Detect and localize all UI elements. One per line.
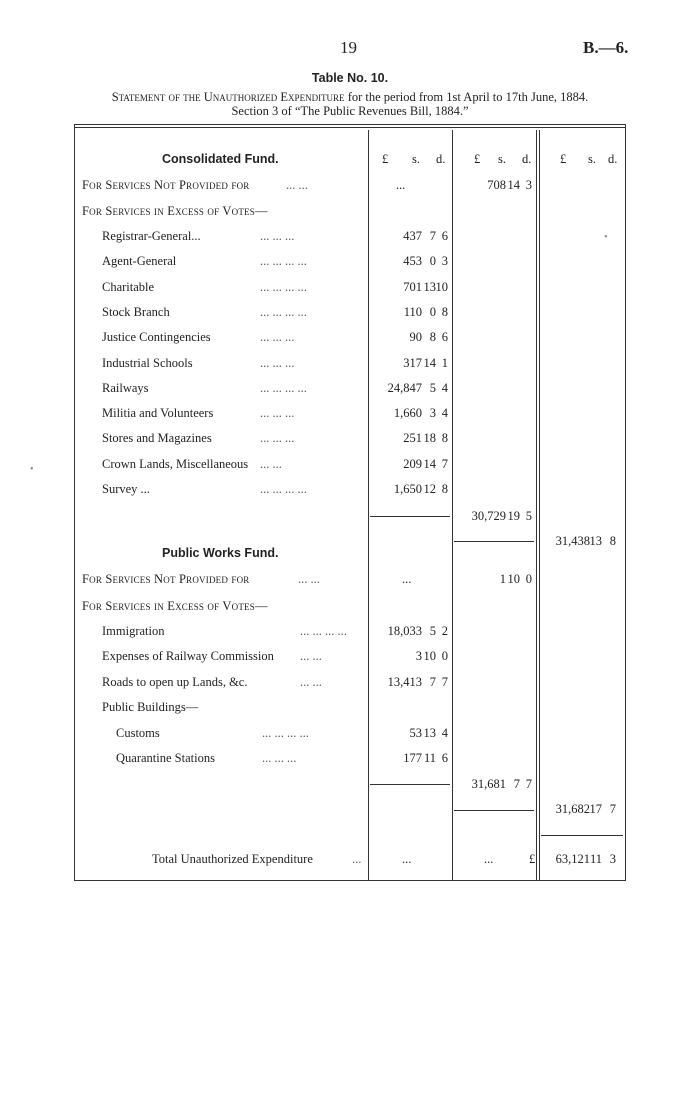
amount-pence: 8: [441, 482, 448, 496]
consolidated-item-row: [76, 254, 624, 276]
amount-pounds: 110: [403, 304, 422, 319]
amount-shillings: 0: [429, 254, 436, 269]
row-leader-dots: ... ...: [300, 649, 322, 664]
col1-shillings-header: s.: [412, 152, 420, 166]
public-works-item-row: [76, 624, 624, 646]
consolidated-item-row: [76, 280, 624, 302]
row-label: Customs: [116, 726, 160, 740]
row-label: For Services Not Provided for: [82, 572, 250, 586]
subtotal-shillings: 19: [507, 509, 520, 523]
consolidated-item-row: [76, 229, 624, 251]
public-buildings-heading: Public Buildings—: [102, 700, 199, 714]
amount-pence: 3: [525, 178, 532, 192]
document-reference: B.—6.: [583, 38, 629, 57]
amount-pence: 7: [441, 456, 448, 471]
col2-pence-header: d.: [522, 152, 532, 166]
table-title: Table No. 10.: [311, 71, 389, 85]
col2-pounds-header: £: [474, 152, 481, 166]
consolidated-item-row: [76, 457, 624, 479]
table-top-rule-2: [74, 127, 626, 128]
row-label: Stores and Magazines: [102, 431, 212, 446]
amount-pounds: 1,660: [393, 406, 422, 421]
row-leader-dots: ... ... ... ...: [260, 254, 307, 269]
row-leader-dots: ... ... ... ...: [260, 279, 307, 294]
public-buildings-item-row: [76, 751, 624, 773]
total-shillings: 13: [589, 534, 602, 548]
subtotal-shillings: 7: [513, 777, 520, 791]
row-label: Industrial Schools: [102, 355, 193, 370]
public-works-total-row: [76, 802, 624, 824]
row-leader-dots: ... ... ...: [260, 431, 295, 446]
col1-placeholder: ...: [402, 572, 412, 586]
amount-pence: 6: [441, 229, 448, 243]
row-leader-dots: ... ...: [260, 456, 282, 471]
total-pounds: 31,438: [555, 534, 590, 548]
amount-pence: 6: [441, 751, 448, 766]
amount-pounds: 251: [403, 431, 422, 446]
consolidated-total-row: [76, 534, 624, 556]
amount-pounds: 53: [409, 726, 422, 740]
total-shillings: 17: [589, 802, 602, 816]
grand-total-rule: [541, 835, 623, 836]
amount-pounds: 437: [403, 229, 422, 243]
row-label: Agent-General: [102, 254, 177, 269]
consolidated-item-row: [76, 305, 624, 327]
row-label: Expenses of Railway Commission: [102, 649, 274, 664]
col1-placeholder: ...: [402, 852, 412, 866]
row-leader-dots: ... ... ... ...: [262, 726, 309, 740]
row-leader-dots: ... ... ... ...: [260, 380, 307, 395]
public-works-excess-heading-row: [76, 599, 624, 621]
table-heading-line1: [0, 90, 700, 104]
grand-total-pounds: 63,121: [555, 852, 590, 866]
amount-shillings: 10: [507, 572, 520, 586]
row-label: Crown Lands, Miscellaneous: [102, 456, 249, 471]
amount-shillings: 13: [423, 279, 436, 294]
row-label: Roads to open up Lands, &c.: [102, 674, 248, 689]
amount-shillings: 13: [423, 726, 436, 740]
consolidated-item-row: [76, 356, 624, 378]
row-leader-dots: ... ...: [286, 178, 308, 192]
consolidated-item-row: [76, 482, 624, 504]
amount-shillings: 5: [429, 624, 436, 638]
consolidated-item-row: [76, 406, 624, 428]
row-label: For Services Not Provided for: [82, 178, 250, 192]
excess-votes-heading: For Services in Excess of Votes—: [82, 204, 268, 218]
amount-shillings: 8: [429, 330, 436, 345]
amount-shillings: 7: [429, 229, 436, 243]
subtotal-pence: 5: [525, 509, 532, 523]
amount-pounds: 701: [403, 279, 422, 294]
grand-total-row: [76, 852, 624, 874]
total-pence: 7: [609, 802, 616, 816]
grand-total-pence: 3: [609, 852, 616, 866]
amount-pence: 8: [441, 304, 448, 319]
amount-pounds: 708: [487, 178, 506, 192]
column-headers: [76, 152, 624, 174]
amount-pence: 1: [441, 355, 448, 370]
amount-shillings: 0: [429, 304, 436, 319]
row-leader-dots: ... ... ...: [260, 355, 295, 370]
subtotal-pence: 7: [525, 777, 532, 791]
row-label: Registrar-General...: [102, 229, 201, 243]
amount-shillings: 7: [429, 674, 436, 689]
public-works-not-provided-row: [76, 572, 624, 594]
amount-pence: 4: [441, 726, 448, 740]
amount-shillings: 18: [423, 431, 436, 446]
consolidated-excess-heading-row: [76, 204, 624, 226]
table-left-border: [74, 124, 75, 881]
row-leader-dots: ... ... ... ...: [260, 482, 307, 496]
amount-pence: 6: [441, 330, 448, 345]
row-leader-dots: ... ... ... ...: [260, 304, 307, 319]
table-bottom-rule: [74, 880, 626, 881]
amount-pounds: 177: [403, 751, 422, 766]
public-works-item-row: [76, 649, 624, 671]
amount-pounds: 453: [403, 254, 422, 269]
row-leader-dots: ... ... ...: [260, 330, 295, 345]
amount-pounds: 1: [499, 572, 506, 586]
col2-shillings-header: s.: [498, 152, 506, 166]
consolidated-subtotal-row: [76, 509, 624, 531]
col3-pence-header: d.: [608, 152, 618, 166]
amount-shillings: 14: [423, 456, 436, 471]
currency-symbol: £: [529, 852, 536, 866]
amount-pounds: 24,847: [387, 380, 422, 395]
amount-shillings: 14: [507, 178, 520, 192]
row-label: Stock Branch: [102, 304, 170, 319]
amount-pence: 10: [435, 279, 448, 294]
amount-pounds: 18,033: [387, 624, 422, 638]
amount-pence: 4: [441, 380, 448, 395]
amount-pounds: 3: [415, 649, 422, 664]
excess-votes-heading: For Services in Excess of Votes—: [82, 599, 268, 613]
print-speck: •: [604, 232, 608, 243]
consolidated-item-row: [76, 431, 624, 453]
row-leader-dots: ... ...: [298, 572, 320, 586]
print-speck: •: [30, 464, 34, 475]
amount-pounds: 317: [403, 355, 422, 370]
consolidated-not-provided-row: [76, 178, 624, 200]
total-pounds: 31,682: [555, 802, 590, 816]
row-leader-dots: ...: [352, 852, 362, 866]
row-label: Quarantine Stations: [116, 751, 215, 766]
amount-pounds: 90: [409, 330, 422, 345]
amount-shillings: 12: [423, 482, 436, 496]
row-leader-dots: ... ... ...: [262, 751, 297, 766]
table-heading-line2: Section 3 of “The Public Revenues Bill, 1884.”: [231, 104, 469, 118]
amount-shillings: 11: [423, 751, 436, 766]
amount-pence: 2: [441, 624, 448, 638]
col1-placeholder: ...: [396, 178, 406, 192]
amount-pence: 4: [441, 406, 448, 421]
row-label: Charitable: [102, 279, 155, 294]
amount-pence: 7: [441, 674, 448, 689]
public-buildings-item-row: [76, 726, 624, 748]
total-pence: 8: [609, 534, 616, 548]
public-works-subtotal-row: [76, 777, 624, 799]
row-label: Railways: [102, 380, 149, 395]
heading-period: for the period from 1st April to 17th June, 1884.: [344, 90, 589, 104]
amount-pence: 0: [525, 572, 532, 586]
amount-pounds: 209: [403, 456, 422, 471]
row-label: Immigration: [102, 624, 165, 638]
row-leader-dots: ... ... ...: [260, 229, 295, 243]
col1-pence-header: d.: [436, 152, 446, 166]
subtotal-pounds: 31,681: [471, 777, 506, 791]
amount-pence: 0: [441, 649, 448, 664]
col2-placeholder: ...: [484, 852, 494, 866]
amount-shillings: 14: [423, 355, 436, 370]
row-label: Survey ...: [102, 482, 150, 496]
amount-pence: 3: [441, 254, 448, 269]
col3-shillings-header: s.: [588, 152, 596, 166]
public-works-fund-heading: Public Works Fund.: [162, 546, 279, 560]
row-leader-dots: ... ...: [300, 674, 322, 689]
amount-shillings: 3: [429, 406, 436, 421]
row-label: Militia and Volunteers: [102, 406, 214, 421]
col1-pounds-header: £: [382, 152, 389, 166]
amount-shillings: 10: [423, 649, 436, 664]
heading-statement: Statement of the Unauthorized Expenditure: [111, 90, 345, 104]
row-leader-dots: ... ... ... ...: [300, 624, 347, 638]
consolidated-item-row: [76, 330, 624, 352]
consolidated-item-row: [76, 381, 624, 403]
col3-pounds-header: £: [560, 152, 567, 166]
grand-total-shillings: 11: [589, 852, 602, 866]
public-works-item-row: [76, 675, 624, 697]
amount-pounds: 1,650: [393, 482, 422, 496]
row-label: Justice Contingencies: [102, 330, 211, 345]
amount-shillings: 5: [429, 380, 436, 395]
amount-pounds: 13,413: [387, 674, 422, 689]
table-top-rule: [74, 124, 626, 125]
public-buildings-heading-row: [76, 700, 624, 722]
row-leader-dots: ... ... ...: [260, 406, 295, 421]
subtotal-pounds: 30,729: [471, 509, 506, 523]
grand-total-label: Total Unauthorized Expenditure: [152, 852, 313, 866]
consolidated-fund-heading: Consolidated Fund.: [162, 152, 279, 166]
page-number: 19: [340, 38, 357, 57]
amount-pence: 8: [441, 431, 448, 446]
table-right-border: [625, 124, 626, 881]
